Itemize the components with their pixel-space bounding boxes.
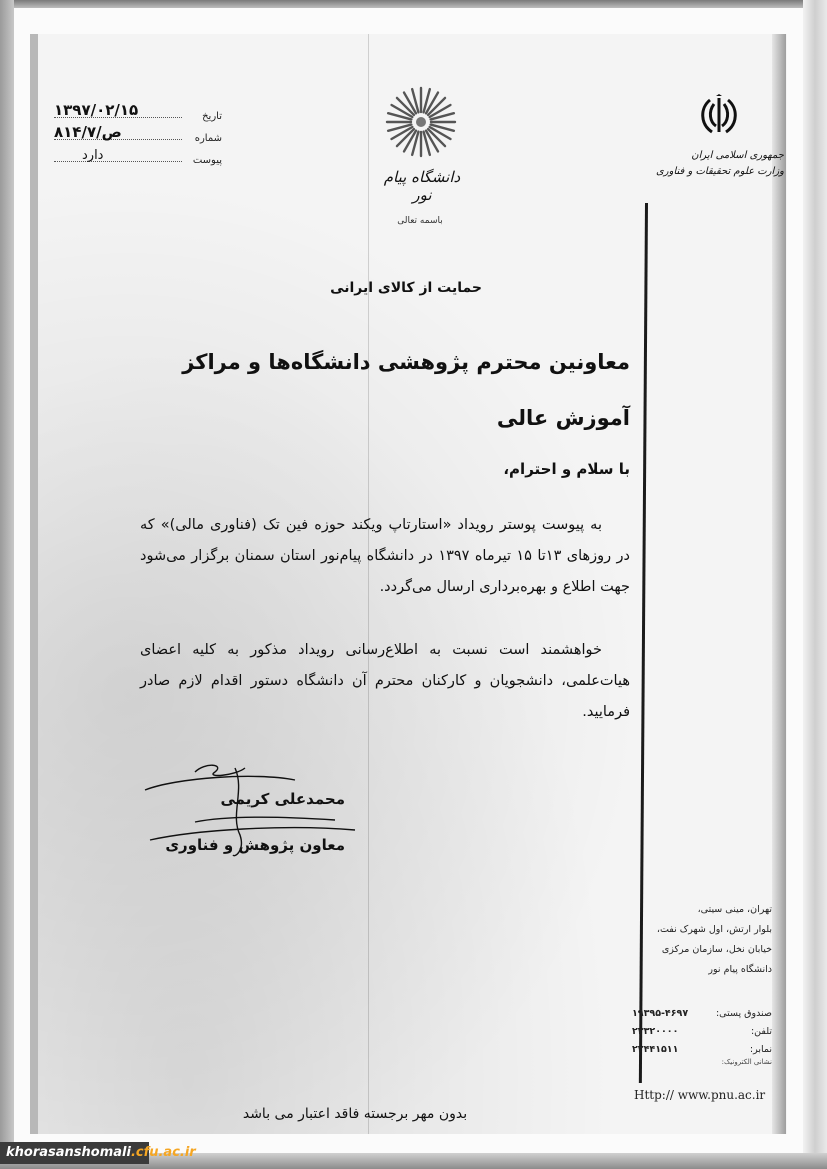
ministry-name bbox=[654, 148, 784, 180]
contact-label: تلفن: bbox=[750, 1025, 772, 1037]
ministry-line-1: جمهوری اسلامی ایران bbox=[691, 150, 784, 161]
address-line: تهران، مینی سیتی، bbox=[697, 904, 772, 915]
address-line: خیابان نخل، سازمان مرکزی bbox=[661, 944, 772, 955]
address-line: بلوار ارتش، اول شهرک نفت، bbox=[656, 924, 772, 935]
attachment-value: دارد bbox=[82, 148, 104, 163]
meta-attachment bbox=[52, 144, 222, 166]
pnu-sunburst-logo-icon bbox=[385, 86, 457, 158]
contact-value: ۲۳۳۲۰۰۰۰ bbox=[632, 1025, 679, 1037]
meta-number bbox=[52, 122, 222, 144]
greeting: با سلام و احترام، bbox=[503, 460, 630, 478]
scanner-edge-left bbox=[0, 0, 14, 1169]
scanner-edge-top bbox=[0, 0, 827, 8]
ministry-line-2: وزارت علوم تحقیقات و فناوری bbox=[655, 166, 784, 177]
website-url: Http:// www.pnu.ac.ir bbox=[634, 1088, 766, 1102]
site-watermark bbox=[0, 1142, 196, 1164]
contact-value: ۱۹۳۹۵-۴۶۹۷ bbox=[632, 1007, 689, 1019]
meta-label: شماره bbox=[194, 133, 222, 144]
signatory-title: معاون پژوهش و فناوری bbox=[165, 836, 345, 854]
date-value: ۱۳۹۷/۰۲/۱۵ bbox=[54, 101, 139, 119]
signatory-name: محمدعلی کریمی bbox=[220, 790, 345, 808]
contact-block bbox=[632, 1004, 772, 1074]
contact-label: صندوق پستی: bbox=[715, 1007, 772, 1019]
contact-fax bbox=[632, 1040, 772, 1058]
letter-meta bbox=[52, 100, 222, 166]
watermark-domain: khorasanshomali bbox=[6, 1145, 131, 1160]
slogan: حمایت از کالای ایرانی bbox=[330, 280, 482, 296]
address-block bbox=[632, 900, 772, 980]
iran-emblem-icon bbox=[698, 94, 740, 138]
meta-label: پیوست bbox=[192, 155, 222, 166]
contact-value: ۲۲۴۴۱۵۱۱ bbox=[632, 1043, 679, 1055]
meta-label: تاریخ bbox=[202, 111, 222, 122]
scanner-edge-right bbox=[803, 0, 827, 1169]
recipient-heading: معاونین محترم پژوهشی دانشگاه‌ها و مراکز آموزش عالی bbox=[182, 350, 630, 430]
body-paragraph-2: خواهشمند است نسبت به اطلاع‌رسانی رویداد مذکور به کلیه اعضای هیات‌علمی، دانشجویان و کارکنان محترم آن دانشگاه دستور اقدام لازم صادر فرمایید. bbox=[140, 642, 630, 720]
email-label: نشانی الکترونیک: bbox=[721, 1058, 772, 1066]
contact-phone bbox=[632, 1022, 772, 1040]
body-paragraph-1: به پیوست پوستر رویداد «استارتاپ ویکند حوزه فین تک (فناوری مالی)» که در روزهای ۱۳تا ۱۵ تیرماه ۱۳۹۷ در دانشگاه پیام‌نور استان سمنان برگزار می‌شود جهت اطلاع و بهره‌برداری ارسال می‌گردد. bbox=[140, 517, 630, 595]
validity-note: بدون مهر برجسته فاقد اعتبار می باشد bbox=[242, 1106, 468, 1122]
contact-po-box bbox=[632, 1004, 772, 1022]
address-line: دانشگاه پیام نور bbox=[708, 964, 772, 975]
bismillah: باسمه تعالی bbox=[397, 216, 443, 226]
meta-date bbox=[52, 100, 222, 122]
page-edge-shadow bbox=[772, 34, 786, 1134]
number-value: ۸۱۴/۷/ص bbox=[54, 123, 122, 141]
contact-label: نمابر: bbox=[749, 1043, 772, 1055]
watermark-suffix: .cfu.ac.ir bbox=[130, 1145, 196, 1160]
university-name: دانشگاه پیام نور bbox=[383, 168, 461, 204]
